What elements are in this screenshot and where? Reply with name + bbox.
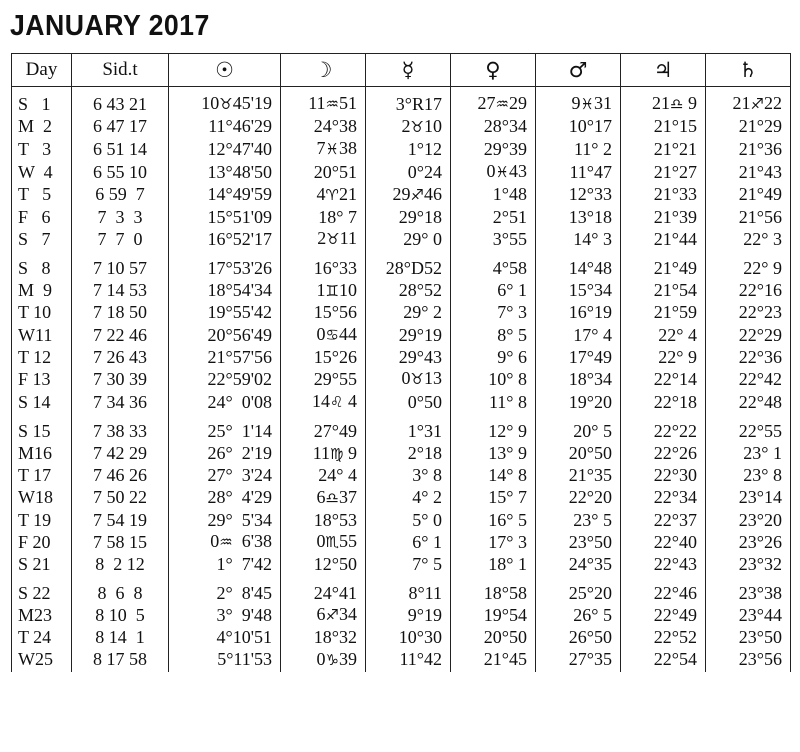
cell-sun: 25° 1'14: [169, 414, 281, 443]
cell-sid: 7 50 22: [72, 487, 169, 510]
header-sidereal-time: Sid.t: [72, 54, 169, 87]
cell-sun: 14°49'59: [169, 184, 281, 207]
cell-mercury: 11°42: [366, 649, 451, 672]
cell-sun: 16°52'17: [169, 228, 281, 251]
cell-saturn: 22°23: [706, 302, 791, 324]
cell-mercury: 0°24: [366, 161, 451, 184]
cell-venus: 7° 3: [451, 302, 536, 324]
cell-sun: 21°57'56: [169, 347, 281, 369]
cell-sun: 11°46'29: [169, 116, 281, 139]
table-row: [12, 604, 791, 627]
cell-venus: 15° 7: [451, 487, 536, 510]
cell-mars: 10°17: [536, 116, 621, 139]
mercury-icon: ☿: [366, 54, 451, 87]
table-row: [12, 443, 791, 466]
zodiac-sign-icon: ♐: [750, 95, 764, 113]
cell-day: T 17: [12, 465, 72, 487]
cell-mars: 13°18: [536, 207, 621, 229]
cell-moon: 15°26: [281, 347, 366, 369]
cell-moon: 6♐34: [281, 604, 366, 627]
cell-venus: 8° 5: [451, 324, 536, 347]
cell-venus: 1°48: [451, 184, 536, 207]
cell-venus: 0♓43: [451, 161, 536, 184]
cell-day: T 10: [12, 302, 72, 324]
cell-mars: 27°35: [536, 649, 621, 672]
table-row: [12, 228, 791, 251]
cell-sun: 0♒ 6'38: [169, 531, 281, 554]
table-row: [12, 302, 791, 324]
cell-mars: 17°49: [536, 347, 621, 369]
table-row: [12, 368, 791, 391]
zodiac-sign-icon: ♌: [330, 393, 344, 412]
cell-sun: 4°10'51: [169, 627, 281, 649]
cell-mars: 15°34: [536, 280, 621, 303]
cell-sid: 8 2 12: [72, 554, 169, 576]
cell-mercury: 0♉13: [366, 368, 451, 391]
zodiac-sign-icon: ♓: [580, 95, 594, 113]
cell-mars: 22°20: [536, 487, 621, 510]
table-row: [12, 347, 791, 369]
page-title: JANUARY 2017: [10, 10, 210, 42]
cell-saturn: 22°48: [706, 391, 791, 414]
cell-moon: 15°56: [281, 302, 366, 324]
cell-day: S 14: [12, 391, 72, 414]
cell-jupiter: 22°49: [621, 604, 706, 627]
cell-sun: 5°11'53: [169, 649, 281, 672]
cell-mars: 23° 5: [536, 510, 621, 532]
jupiter-icon: ♃: [621, 54, 706, 87]
cell-saturn: 22°29: [706, 324, 791, 347]
cell-moon: 24°41: [281, 576, 366, 605]
cell-jupiter: 21°44: [621, 228, 706, 251]
cell-sid: 7 26 43: [72, 347, 169, 369]
cell-sid: 6 51 14: [72, 138, 169, 161]
cell-mercury: 8°11: [366, 576, 451, 605]
cell-mars: 26° 5: [536, 604, 621, 627]
cell-mercury: 9°19: [366, 604, 451, 627]
cell-mars: 17° 4: [536, 324, 621, 347]
table-row: [12, 324, 791, 347]
cell-venus: 3°55: [451, 228, 536, 251]
cell-mercury: 5° 0: [366, 510, 451, 532]
zodiac-sign-icon: ♉: [326, 230, 340, 249]
cell-venus: 2°51: [451, 207, 536, 229]
moon-icon: ☽: [281, 54, 366, 87]
table-row: [12, 465, 791, 487]
cell-day: S 22: [12, 576, 72, 605]
header-row: [12, 54, 791, 87]
cell-moon: 18°32: [281, 627, 366, 649]
cell-sid: 7 22 46: [72, 324, 169, 347]
cell-jupiter: 21°54: [621, 280, 706, 303]
cell-jupiter: 22°14: [621, 368, 706, 391]
cell-saturn: 23°32: [706, 554, 791, 576]
cell-mars: 11°47: [536, 161, 621, 184]
cell-day: M 9: [12, 280, 72, 303]
cell-jupiter: 21°15: [621, 116, 706, 139]
cell-jupiter: 21°49: [621, 251, 706, 280]
table-row: [12, 649, 791, 672]
cell-venus: 10° 8: [451, 368, 536, 391]
cell-venus: 19°54: [451, 604, 536, 627]
cell-sun: 24° 0'08: [169, 391, 281, 414]
cell-sun: 18°54'34: [169, 280, 281, 303]
cell-venus: 9° 6: [451, 347, 536, 369]
cell-day: S 21: [12, 554, 72, 576]
cell-sid: 7 3 3: [72, 207, 169, 229]
cell-moon: 14♌ 4: [281, 391, 366, 414]
cell-mercury: 3°R17: [366, 87, 451, 116]
cell-moon: 24° 4: [281, 465, 366, 487]
cell-jupiter: 22°30: [621, 465, 706, 487]
cell-day: T 5: [12, 184, 72, 207]
cell-day: W11: [12, 324, 72, 347]
cell-jupiter: 22°18: [621, 391, 706, 414]
zodiac-sign-icon: ♑: [325, 650, 339, 669]
zodiac-sign-icon: ♉: [219, 95, 233, 113]
cell-sun: 1° 7'42: [169, 554, 281, 576]
cell-sid: 8 14 1: [72, 627, 169, 649]
zodiac-sign-icon: ♉: [410, 370, 424, 389]
cell-sid: 6 43 21: [72, 87, 169, 116]
mars-icon: ♂: [536, 54, 621, 87]
cell-mercury: 2♉10: [366, 116, 451, 139]
cell-sun: 20°56'49: [169, 324, 281, 347]
cell-venus: 17° 3: [451, 531, 536, 554]
cell-mars: 23°50: [536, 531, 621, 554]
cell-venus: 28°34: [451, 116, 536, 139]
zodiac-sign-icon: ♈: [325, 185, 339, 204]
cell-sid: 8 10 5: [72, 604, 169, 627]
cell-sun: 17°53'26: [169, 251, 281, 280]
cell-jupiter: 22°54: [621, 649, 706, 672]
venus-icon: ♀: [451, 54, 536, 87]
cell-mars: 20° 5: [536, 414, 621, 443]
cell-jupiter: 22°52: [621, 627, 706, 649]
cell-day: M 2: [12, 116, 72, 139]
cell-sun: 29° 5'34: [169, 510, 281, 532]
cell-venus: 12° 9: [451, 414, 536, 443]
table-row: [12, 207, 791, 229]
cell-moon: 18° 7: [281, 207, 366, 229]
cell-sid: 7 30 39: [72, 368, 169, 391]
cell-saturn: 23°26: [706, 531, 791, 554]
cell-mercury: 29°43: [366, 347, 451, 369]
cell-mars: 25°20: [536, 576, 621, 605]
zodiac-sign-icon: ♓: [495, 163, 509, 182]
cell-day: S 7: [12, 228, 72, 251]
cell-mercury: 1°31: [366, 414, 451, 443]
cell-jupiter: 22°43: [621, 554, 706, 576]
cell-moon: 2♉11: [281, 228, 366, 251]
header-day: Day: [12, 54, 72, 87]
cell-day: W25: [12, 649, 72, 672]
cell-saturn: 23°44: [706, 604, 791, 627]
table-row: [12, 280, 791, 303]
cell-moon: 0♋44: [281, 324, 366, 347]
cell-venus: 13° 9: [451, 443, 536, 466]
cell-day: M23: [12, 604, 72, 627]
cell-mars: 21°35: [536, 465, 621, 487]
cell-sun: 22°59'02: [169, 368, 281, 391]
cell-jupiter: 21°59: [621, 302, 706, 324]
cell-jupiter: 21♎ 9: [621, 87, 706, 116]
table-row: [12, 576, 791, 605]
cell-day: T 3: [12, 138, 72, 161]
cell-saturn: 22°16: [706, 280, 791, 303]
cell-day: W 4: [12, 161, 72, 184]
cell-sun: 15°51'09: [169, 207, 281, 229]
cell-mercury: 29° 0: [366, 228, 451, 251]
cell-jupiter: 22° 4: [621, 324, 706, 347]
cell-jupiter: 21°33: [621, 184, 706, 207]
cell-sid: 8 17 58: [72, 649, 169, 672]
cell-saturn: 23°38: [706, 576, 791, 605]
cell-sid: 7 18 50: [72, 302, 169, 324]
cell-venus: 27♒29: [451, 87, 536, 116]
cell-sid: 7 14 53: [72, 280, 169, 303]
cell-mars: 16°19: [536, 302, 621, 324]
sun-icon: ☉: [169, 54, 281, 87]
cell-day: T 19: [12, 510, 72, 532]
table-row: [12, 414, 791, 443]
cell-moon: 7♓38: [281, 138, 366, 161]
table-row: [12, 184, 791, 207]
cell-mercury: 0°50: [366, 391, 451, 414]
cell-venus: 29°39: [451, 138, 536, 161]
cell-sid: 7 34 36: [72, 391, 169, 414]
cell-saturn: 23° 1: [706, 443, 791, 466]
cell-saturn: 23°20: [706, 510, 791, 532]
cell-mercury: 1°12: [366, 138, 451, 161]
cell-mercury: 29°19: [366, 324, 451, 347]
cell-sid: 6 59 7: [72, 184, 169, 207]
cell-saturn: 22° 9: [706, 251, 791, 280]
cell-sid: 7 7 0: [72, 228, 169, 251]
cell-mercury: 29° 2: [366, 302, 451, 324]
cell-moon: 6♎37: [281, 487, 366, 510]
cell-saturn: 21°29: [706, 116, 791, 139]
table-row: [12, 138, 791, 161]
cell-mercury: 6° 1: [366, 531, 451, 554]
cell-mars: 14° 3: [536, 228, 621, 251]
cell-jupiter: 22°46: [621, 576, 706, 605]
zodiac-sign-icon: ♊: [325, 281, 339, 300]
cell-sun: 26° 2'19: [169, 443, 281, 466]
cell-sid: 7 10 57: [72, 251, 169, 280]
cell-day: T 12: [12, 347, 72, 369]
ephemeris-table: [11, 53, 791, 672]
cell-jupiter: 21°27: [621, 161, 706, 184]
cell-saturn: 23°56: [706, 649, 791, 672]
cell-mars: 20°50: [536, 443, 621, 466]
table-row: [12, 531, 791, 554]
cell-mercury: 4° 2: [366, 487, 451, 510]
cell-venus: 18° 1: [451, 554, 536, 576]
cell-jupiter: 21°39: [621, 207, 706, 229]
cell-sun: 12°47'40: [169, 138, 281, 161]
cell-day: F 20: [12, 531, 72, 554]
cell-sun: 10♉45'19: [169, 87, 281, 116]
cell-jupiter: 22°22: [621, 414, 706, 443]
cell-day: M16: [12, 443, 72, 466]
cell-mars: 9♓31: [536, 87, 621, 116]
cell-day: S 15: [12, 414, 72, 443]
cell-moon: 11♍ 9: [281, 443, 366, 466]
zodiac-sign-icon: ♎: [325, 488, 339, 507]
zodiac-sign-icon: ♋: [325, 326, 339, 345]
cell-sun: 3° 9'48: [169, 604, 281, 627]
cell-moon: 18°53: [281, 510, 366, 532]
cell-saturn: 21♐22: [706, 87, 791, 116]
cell-moon: 29°55: [281, 368, 366, 391]
cell-moon: 0♏55: [281, 531, 366, 554]
cell-saturn: 21°49: [706, 184, 791, 207]
cell-moon: 20°51: [281, 161, 366, 184]
cell-venus: 21°45: [451, 649, 536, 672]
zodiac-sign-icon: ♏: [325, 533, 339, 552]
cell-day: S 1: [12, 87, 72, 116]
cell-jupiter: 22°40: [621, 531, 706, 554]
cell-venus: 14° 8: [451, 465, 536, 487]
cell-mars: 11° 2: [536, 138, 621, 161]
zodiac-sign-icon: ♐: [410, 185, 424, 204]
zodiac-sign-icon: ♒: [495, 95, 509, 113]
cell-jupiter: 22°34: [621, 487, 706, 510]
zodiac-sign-icon: ♍: [330, 444, 344, 463]
zodiac-sign-icon: ♐: [325, 606, 339, 625]
cell-moon: 11♒51: [281, 87, 366, 116]
cell-saturn: 23°14: [706, 487, 791, 510]
cell-mercury: 10°30: [366, 627, 451, 649]
cell-day: F 13: [12, 368, 72, 391]
cell-sid: 8 6 8: [72, 576, 169, 605]
cell-moon: 27°49: [281, 414, 366, 443]
table-row: [12, 487, 791, 510]
table-row: [12, 251, 791, 280]
cell-mercury: 28°D52: [366, 251, 451, 280]
cell-venus: 6° 1: [451, 280, 536, 303]
cell-jupiter: 22° 9: [621, 347, 706, 369]
cell-sid: 7 46 26: [72, 465, 169, 487]
cell-mercury: 2°18: [366, 443, 451, 466]
cell-venus: 20°50: [451, 627, 536, 649]
cell-moon: 4♈21: [281, 184, 366, 207]
cell-mercury: 28°52: [366, 280, 451, 303]
zodiac-sign-icon: ♓: [325, 140, 339, 159]
cell-saturn: 21°56: [706, 207, 791, 229]
saturn-icon: ♄: [706, 54, 791, 87]
cell-sid: 7 38 33: [72, 414, 169, 443]
cell-mars: 24°35: [536, 554, 621, 576]
table-row: [12, 116, 791, 139]
cell-saturn: 22° 3: [706, 228, 791, 251]
zodiac-sign-icon: ♉: [410, 117, 424, 136]
cell-saturn: 23° 8: [706, 465, 791, 487]
cell-jupiter: 21°21: [621, 138, 706, 161]
cell-saturn: 22°42: [706, 368, 791, 391]
cell-moon: 12°50: [281, 554, 366, 576]
cell-saturn: 23°50: [706, 627, 791, 649]
cell-venus: 11° 8: [451, 391, 536, 414]
cell-mercury: 29°18: [366, 207, 451, 229]
cell-mars: 14°48: [536, 251, 621, 280]
cell-mars: 19°20: [536, 391, 621, 414]
cell-sun: 27° 3'24: [169, 465, 281, 487]
cell-day: T 24: [12, 627, 72, 649]
cell-mars: 26°50: [536, 627, 621, 649]
table-row: [12, 87, 791, 116]
table-row: [12, 627, 791, 649]
cell-day: S 8: [12, 251, 72, 280]
cell-day: W18: [12, 487, 72, 510]
cell-mercury: 29♐46: [366, 184, 451, 207]
cell-sid: 6 55 10: [72, 161, 169, 184]
cell-saturn: 21°43: [706, 161, 791, 184]
cell-moon: 0♑39: [281, 649, 366, 672]
cell-moon: 1♊10: [281, 280, 366, 303]
table-row: [12, 554, 791, 576]
cell-mercury: 3° 8: [366, 465, 451, 487]
zodiac-sign-icon: ♎: [670, 95, 684, 113]
cell-jupiter: 22°37: [621, 510, 706, 532]
zodiac-sign-icon: ♒: [325, 95, 339, 113]
cell-venus: 16° 5: [451, 510, 536, 532]
cell-sid: 7 42 29: [72, 443, 169, 466]
cell-saturn: 22°36: [706, 347, 791, 369]
table-row: [12, 161, 791, 184]
cell-mars: 18°34: [536, 368, 621, 391]
cell-venus: 18°58: [451, 576, 536, 605]
zodiac-sign-icon: ♒: [219, 533, 233, 552]
table-row: [12, 391, 791, 414]
cell-jupiter: 22°26: [621, 443, 706, 466]
cell-sun: 2° 8'45: [169, 576, 281, 605]
cell-sid: 6 47 17: [72, 116, 169, 139]
cell-venus: 4°58: [451, 251, 536, 280]
cell-saturn: 21°36: [706, 138, 791, 161]
cell-mercury: 7° 5: [366, 554, 451, 576]
cell-day: F 6: [12, 207, 72, 229]
cell-moon: 24°38: [281, 116, 366, 139]
cell-sid: 7 54 19: [72, 510, 169, 532]
cell-saturn: 22°55: [706, 414, 791, 443]
cell-mars: 12°33: [536, 184, 621, 207]
table-row: [12, 510, 791, 532]
cell-moon: 16°33: [281, 251, 366, 280]
cell-sun: 28° 4'29: [169, 487, 281, 510]
cell-sun: 19°55'42: [169, 302, 281, 324]
cell-sid: 7 58 15: [72, 531, 169, 554]
cell-sun: 13°48'50: [169, 161, 281, 184]
